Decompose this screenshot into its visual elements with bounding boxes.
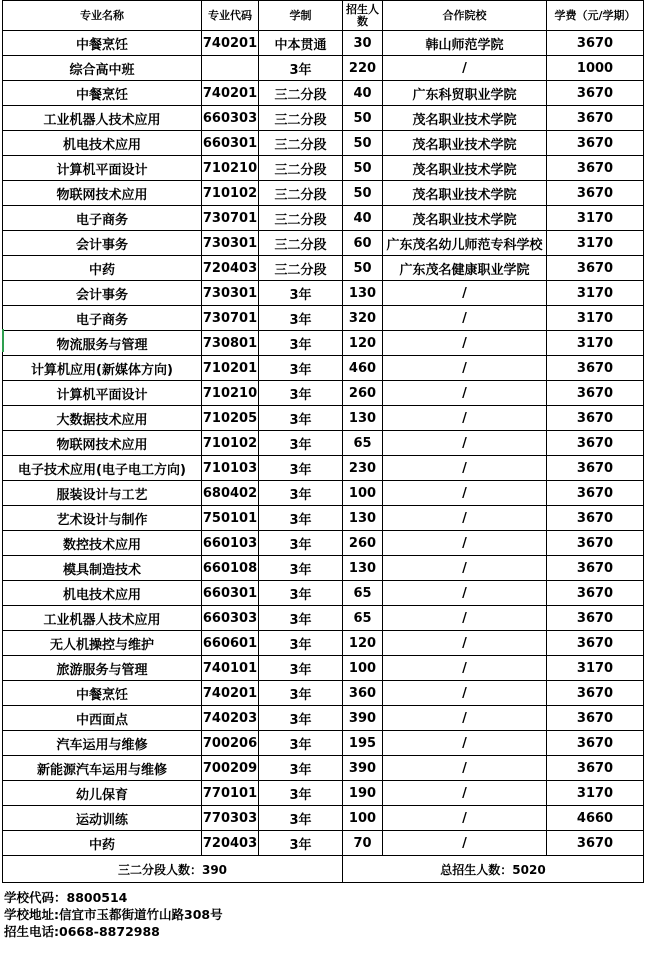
- partner-cell: /: [383, 531, 547, 556]
- fee-cell: 3670: [547, 531, 644, 556]
- fee-cell: 4660: [547, 806, 644, 831]
- table-row: [3, 106, 644, 131]
- system-cell: 3年: [259, 756, 343, 781]
- enroll-cell: 100: [343, 481, 383, 506]
- major-cell: 计算机平面设计: [3, 381, 202, 406]
- table-row: [3, 431, 644, 456]
- enroll-cell: 40: [343, 206, 383, 231]
- fee-cell: 3670: [547, 706, 644, 731]
- partner-cell: /: [383, 831, 547, 856]
- code-cell: 730301: [202, 231, 259, 256]
- system-cell: 三二分段: [259, 231, 343, 256]
- system-cell: 3年: [259, 656, 343, 681]
- enroll-cell: 195: [343, 731, 383, 756]
- enroll-cell: 390: [343, 706, 383, 731]
- system-cell: 3年: [259, 681, 343, 706]
- enroll-cell: 50: [343, 181, 383, 206]
- system-cell: 3年: [259, 781, 343, 806]
- summary-segment-count: 三二分段人数：390: [3, 856, 343, 883]
- table-row: [3, 406, 644, 431]
- code-cell: 750101: [202, 506, 259, 531]
- header-enroll-label: 招生人数: [346, 2, 379, 28]
- partner-cell: /: [383, 781, 547, 806]
- header-code: 专业代码: [202, 1, 259, 31]
- enrollment-table: [2, 0, 644, 883]
- fee-cell: 3670: [547, 631, 644, 656]
- enroll-cell: 130: [343, 281, 383, 306]
- code-cell: 700206: [202, 731, 259, 756]
- fee-cell: 3670: [547, 556, 644, 581]
- partner-cell: /: [383, 306, 547, 331]
- header-enroll: [343, 1, 383, 31]
- enroll-cell: 130: [343, 406, 383, 431]
- major-cell: 中药: [3, 831, 202, 856]
- code-cell: 720403: [202, 256, 259, 281]
- code-cell: 710103: [202, 456, 259, 481]
- enroll-cell: 65: [343, 431, 383, 456]
- code-cell: 730301: [202, 281, 259, 306]
- system-cell: 中本贯通: [259, 31, 343, 56]
- code-cell: 710102: [202, 181, 259, 206]
- table-row: [3, 456, 644, 481]
- system-cell: 3年: [259, 306, 343, 331]
- school-info: [4, 889, 223, 940]
- system-cell: 三二分段: [259, 131, 343, 156]
- system-cell: 3年: [259, 281, 343, 306]
- enroll-cell: 50: [343, 256, 383, 281]
- enroll-cell: 230: [343, 456, 383, 481]
- code-cell: 710205: [202, 406, 259, 431]
- system-cell: 3年: [259, 456, 343, 481]
- code-cell: 740101: [202, 656, 259, 681]
- enroll-cell: 260: [343, 531, 383, 556]
- system-cell: 3年: [259, 506, 343, 531]
- code-cell: 740201: [202, 31, 259, 56]
- system-cell: 3年: [259, 481, 343, 506]
- code-cell: 660108: [202, 556, 259, 581]
- major-cell: 物流服务与管理: [3, 331, 202, 356]
- table-row: [3, 756, 644, 781]
- table-row: [3, 31, 644, 56]
- partner-cell: /: [383, 431, 547, 456]
- major-cell: 幼儿保育: [3, 781, 202, 806]
- system-cell: 3年: [259, 531, 343, 556]
- table-row: [3, 381, 644, 406]
- partner-cell: /: [383, 406, 547, 431]
- fee-cell: 3670: [547, 81, 644, 106]
- major-cell: 会计事务: [3, 231, 202, 256]
- table-row: [3, 531, 644, 556]
- partner-cell: /: [383, 606, 547, 631]
- header-fee-label: 学费（元/学期）: [554, 8, 636, 22]
- code-cell: 660103: [202, 531, 259, 556]
- enroll-cell: 460: [343, 356, 383, 381]
- major-cell: 物联网技术应用: [3, 181, 202, 206]
- header-partner: 合作院校: [383, 1, 547, 31]
- fee-cell: 3170: [547, 206, 644, 231]
- enroll-cell: 30: [343, 31, 383, 56]
- major-cell: 模具制造技术: [3, 556, 202, 581]
- partner-cell: 韩山师范学院: [383, 31, 547, 56]
- code-cell: 700209: [202, 756, 259, 781]
- selection-marker: [2, 329, 4, 352]
- code-cell: 680402: [202, 481, 259, 506]
- code-cell: 740203: [202, 706, 259, 731]
- code-cell: 710210: [202, 381, 259, 406]
- table-row: [3, 156, 644, 181]
- code-cell: 710201: [202, 356, 259, 381]
- fee-cell: 3170: [547, 781, 644, 806]
- major-cell: 中餐烹饪: [3, 81, 202, 106]
- enroll-cell: 390: [343, 756, 383, 781]
- enroll-cell: 40: [343, 81, 383, 106]
- code-cell: 710210: [202, 156, 259, 181]
- system-cell: 3年: [259, 581, 343, 606]
- partner-cell: /: [383, 731, 547, 756]
- fee-cell: 1000: [547, 56, 644, 81]
- table-row: [3, 206, 644, 231]
- system-cell: 三二分段: [259, 181, 343, 206]
- partner-cell: 茂名职业技术学院: [383, 181, 547, 206]
- fee-cell: 3670: [547, 456, 644, 481]
- school-code: 学校代码：8800514: [4, 890, 128, 905]
- major-cell: 电子商务: [3, 306, 202, 331]
- fee-cell: 3670: [547, 106, 644, 131]
- table-row: [3, 806, 644, 831]
- table-row: [3, 506, 644, 531]
- code-cell: 730701: [202, 306, 259, 331]
- fee-cell: 3670: [547, 681, 644, 706]
- partner-cell: 茂名职业技术学院: [383, 156, 547, 181]
- system-cell: 3年: [259, 556, 343, 581]
- major-cell: 汽车运用与维修: [3, 731, 202, 756]
- major-cell: 中西面点: [3, 706, 202, 731]
- enroll-cell: 130: [343, 506, 383, 531]
- partner-cell: /: [383, 456, 547, 481]
- code-cell: 770101: [202, 781, 259, 806]
- partner-cell: /: [383, 506, 547, 531]
- table-row: [3, 606, 644, 631]
- partner-cell: 茂名职业技术学院: [383, 131, 547, 156]
- enroll-cell: 130: [343, 556, 383, 581]
- system-cell: 3年: [259, 356, 343, 381]
- enroll-cell: 50: [343, 131, 383, 156]
- major-cell: 新能源汽车运用与维修: [3, 756, 202, 781]
- code-cell: 710102: [202, 431, 259, 456]
- system-cell: 3年: [259, 381, 343, 406]
- major-cell: 中餐烹饪: [3, 681, 202, 706]
- partner-cell: /: [383, 281, 547, 306]
- system-cell: 3年: [259, 831, 343, 856]
- school-address: 学校地址:信宜市玉都街道竹山路308号: [4, 907, 223, 922]
- partner-cell: /: [383, 56, 547, 81]
- partner-cell: 广东茂名幼儿师范专科学校: [383, 231, 547, 256]
- fee-cell: 3670: [547, 756, 644, 781]
- major-cell: 电子技术应用(电子电工方向): [3, 456, 202, 481]
- fee-cell: 3670: [547, 31, 644, 56]
- partner-cell: /: [383, 556, 547, 581]
- system-cell: 3年: [259, 331, 343, 356]
- fee-cell: 3170: [547, 331, 644, 356]
- table-row: [3, 331, 644, 356]
- table-row: [3, 256, 644, 281]
- system-cell: 三二分段: [259, 81, 343, 106]
- summary-total-enroll: 总招生人数：5020: [343, 856, 644, 883]
- code-cell: 720403: [202, 831, 259, 856]
- partner-cell: /: [383, 631, 547, 656]
- system-cell: 三二分段: [259, 206, 343, 231]
- fee-cell: 3670: [547, 581, 644, 606]
- partner-cell: /: [383, 331, 547, 356]
- major-cell: 工业机器人技术应用: [3, 606, 202, 631]
- major-cell: 大数据技术应用: [3, 406, 202, 431]
- code-cell: 730701: [202, 206, 259, 231]
- system-cell: 3年: [259, 431, 343, 456]
- enroll-cell: 50: [343, 106, 383, 131]
- partner-cell: /: [383, 806, 547, 831]
- enroll-cell: 190: [343, 781, 383, 806]
- major-cell: 旅游服务与管理: [3, 656, 202, 681]
- partner-cell: /: [383, 681, 547, 706]
- major-cell: 工业机器人技术应用: [3, 106, 202, 131]
- partner-cell: 茂名职业技术学院: [383, 106, 547, 131]
- table-row: [3, 631, 644, 656]
- partner-cell: /: [383, 756, 547, 781]
- major-cell: 机电技术应用: [3, 131, 202, 156]
- table-row: [3, 281, 644, 306]
- major-cell: 机电技术应用: [3, 581, 202, 606]
- table-body: [3, 31, 644, 856]
- system-cell: 3年: [259, 731, 343, 756]
- fee-cell: 3670: [547, 406, 644, 431]
- major-cell: 计算机应用(新媒体方向): [3, 356, 202, 381]
- fee-cell: 3670: [547, 156, 644, 181]
- table-row: [3, 831, 644, 856]
- table-row: [3, 781, 644, 806]
- table-row: [3, 56, 644, 81]
- header-major: 专业名称: [3, 1, 202, 31]
- fee-cell: 3670: [547, 731, 644, 756]
- code-cell: 660303: [202, 606, 259, 631]
- fee-cell: 3670: [547, 431, 644, 456]
- partner-cell: /: [383, 581, 547, 606]
- table-row: [3, 481, 644, 506]
- fee-cell: 3670: [547, 356, 644, 381]
- fee-cell: 3170: [547, 306, 644, 331]
- fee-cell: 3670: [547, 131, 644, 156]
- fee-cell: 3670: [547, 831, 644, 856]
- major-cell: 艺术设计与制作: [3, 506, 202, 531]
- fee-cell: 3670: [547, 256, 644, 281]
- header-system: 学制: [259, 1, 343, 31]
- code-cell: 740201: [202, 81, 259, 106]
- table-row: [3, 706, 644, 731]
- enroll-phone: 招生电话:0668-8872988: [4, 924, 160, 939]
- system-cell: 三二分段: [259, 256, 343, 281]
- enroll-cell: 360: [343, 681, 383, 706]
- system-cell: 3年: [259, 806, 343, 831]
- partner-cell: /: [383, 356, 547, 381]
- fee-cell: 3170: [547, 281, 644, 306]
- fee-cell: 3670: [547, 381, 644, 406]
- major-cell: 无人机操控与维护: [3, 631, 202, 656]
- enroll-cell: 120: [343, 331, 383, 356]
- table-row: [3, 131, 644, 156]
- table-row: [3, 81, 644, 106]
- enroll-cell: 65: [343, 606, 383, 631]
- major-cell: 综合高中班: [3, 56, 202, 81]
- partner-cell: 茂名职业技术学院: [383, 206, 547, 231]
- system-cell: 3年: [259, 706, 343, 731]
- system-cell: 3年: [259, 631, 343, 656]
- table-row: [3, 181, 644, 206]
- enroll-cell: 220: [343, 56, 383, 81]
- fee-cell: 3670: [547, 181, 644, 206]
- fee-cell: 3170: [547, 231, 644, 256]
- table-row: [3, 356, 644, 381]
- code-cell: 770303: [202, 806, 259, 831]
- major-cell: 会计事务: [3, 281, 202, 306]
- major-cell: 电子商务: [3, 206, 202, 231]
- enroll-cell: 120: [343, 631, 383, 656]
- enroll-cell: 50: [343, 156, 383, 181]
- code-cell: 730801: [202, 331, 259, 356]
- enroll-cell: 260: [343, 381, 383, 406]
- enroll-cell: 100: [343, 656, 383, 681]
- system-cell: 3年: [259, 406, 343, 431]
- fee-cell: 3170: [547, 656, 644, 681]
- major-cell: 计算机平面设计: [3, 156, 202, 181]
- system-cell: 三二分段: [259, 156, 343, 181]
- major-cell: 运动训练: [3, 806, 202, 831]
- system-cell: 三二分段: [259, 106, 343, 131]
- partner-cell: /: [383, 481, 547, 506]
- fee-cell: 3670: [547, 506, 644, 531]
- code-cell: 660301: [202, 131, 259, 156]
- partner-cell: /: [383, 706, 547, 731]
- major-cell: 物联网技术应用: [3, 431, 202, 456]
- enroll-cell: 65: [343, 581, 383, 606]
- major-cell: 中餐烹饪: [3, 31, 202, 56]
- enroll-cell: 60: [343, 231, 383, 256]
- partner-cell: /: [383, 656, 547, 681]
- fee-cell: 3670: [547, 606, 644, 631]
- major-cell: 中药: [3, 256, 202, 281]
- table-row: [3, 731, 644, 756]
- partner-cell: 广东茂名健康职业学院: [383, 256, 547, 281]
- major-cell: 数控技术应用: [3, 531, 202, 556]
- table-row: [3, 306, 644, 331]
- table-row: [3, 231, 644, 256]
- major-cell: 服装设计与工艺: [3, 481, 202, 506]
- code-cell: 660601: [202, 631, 259, 656]
- partner-cell: /: [383, 381, 547, 406]
- code-cell: [202, 56, 259, 81]
- table-row: [3, 581, 644, 606]
- enroll-cell: 70: [343, 831, 383, 856]
- fee-cell: 3670: [547, 481, 644, 506]
- code-cell: 660301: [202, 581, 259, 606]
- enroll-cell: 100: [343, 806, 383, 831]
- summary-row: [3, 856, 644, 883]
- enroll-cell: 320: [343, 306, 383, 331]
- code-cell: 660303: [202, 106, 259, 131]
- header-fee: [547, 1, 644, 31]
- system-cell: 3年: [259, 56, 343, 81]
- partner-cell: 广东科贸职业学院: [383, 81, 547, 106]
- code-cell: 740201: [202, 681, 259, 706]
- system-cell: 3年: [259, 606, 343, 631]
- table-row: [3, 681, 644, 706]
- table-header-row: [3, 1, 644, 31]
- table-row: [3, 556, 644, 581]
- table-row: [3, 656, 644, 681]
